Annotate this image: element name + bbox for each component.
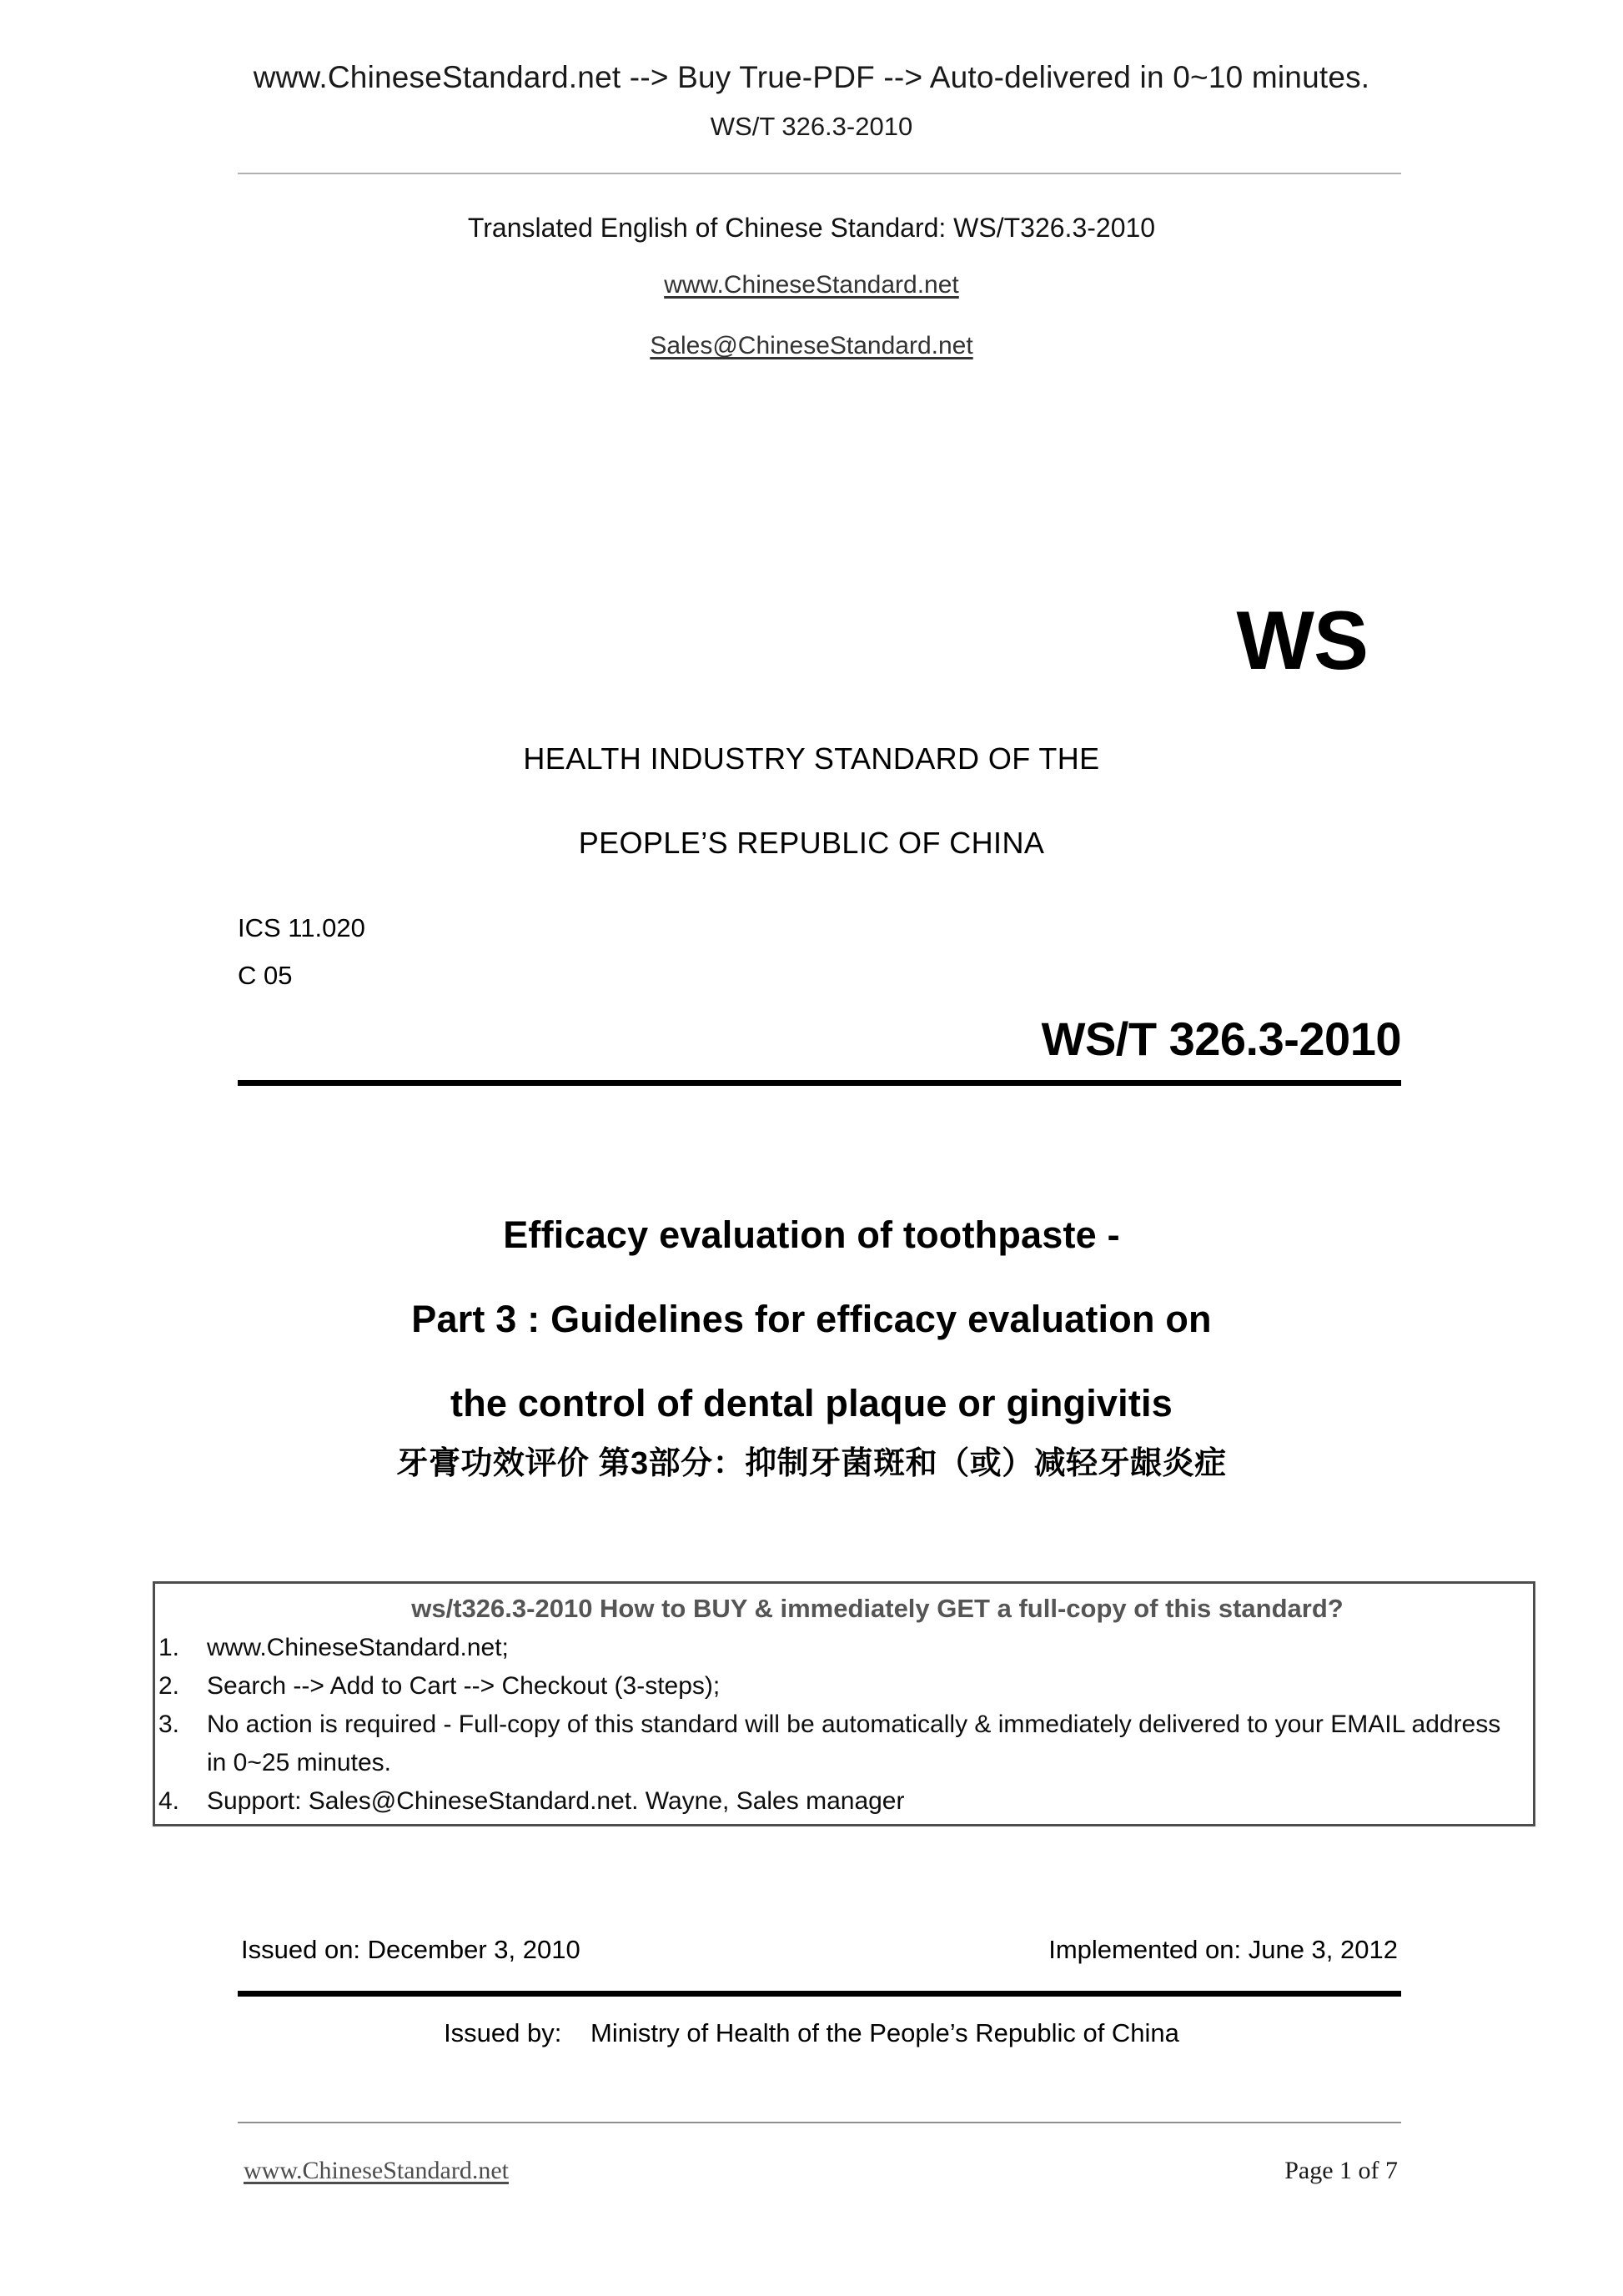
how-to-buy-heading: ws/t326.3-2010 How to BUY & immediately GET a full-copy of this standard?: [411, 1594, 1344, 1623]
dates-row: [238, 1935, 1401, 1965]
translation-website[interactable]: [0, 271, 1623, 299]
how-to-buy-steps: [155, 1629, 1533, 1821]
translation-email-link[interactable]: Sales@ChineseStandard.net: [650, 332, 973, 359]
ws-standard-mark: WS: [1236, 594, 1368, 686]
promo-banner: www.ChineseStandard.net --> Buy True-PDF --> Auto-delivered in 0~10 minutes.: [253, 60, 1370, 94]
header-document-code: WS/T 326.3-2010: [710, 112, 913, 141]
issued-by-value: Ministry of Health of the People’s Republic of China: [590, 2018, 1179, 2047]
footer-divider: [238, 2122, 1401, 2123]
list-item-number: 2.: [158, 1672, 180, 1700]
translation-email[interactable]: [0, 332, 1623, 360]
footer-page-number: Page 1 of 7: [1284, 2157, 1398, 2184]
footer-website-link[interactable]: www.ChineseStandard.net: [244, 2157, 509, 2184]
how-to-buy-box: [153, 1581, 1535, 1826]
list-item: [155, 1706, 1523, 1782]
organization-line-2: PEOPLE’S REPUBLIC OF CHINA: [578, 826, 1045, 860]
list-item-text: www.ChineseStandard.net;: [207, 1634, 509, 1661]
issued-by-label: Issued by:: [444, 2018, 562, 2047]
dates-divider: [238, 1991, 1401, 1997]
translation-title: Translated English of Chinese Standard: WS/T326.3-2010: [467, 213, 1156, 243]
list-item: [155, 1667, 1523, 1706]
standard-title-english-line-2: Part 3 : Guidelines for efficacy evaluation on: [411, 1298, 1212, 1340]
header-divider: [238, 173, 1401, 174]
implemented-on-date: Implemented on: June 3, 2012: [1048, 1935, 1398, 1964]
list-item: [155, 1629, 1523, 1667]
list-item-number: 3.: [158, 1711, 180, 1738]
list-item-number: 4.: [158, 1787, 180, 1815]
ics-code: ICS 11.020: [238, 913, 365, 942]
organization-line-1: HEALTH INDUSTRY STANDARD OF THE: [523, 741, 1100, 776]
issued-by-row: [0, 2018, 1623, 2048]
list-item-text: Support: Sales@ChineseStandard.net. Wayne, Sales manager: [207, 1787, 905, 1815]
standard-title-chinese: 牙膏功效评价 第3部分：抑制牙菌斑和（或）减轻牙龈炎症: [396, 1446, 1227, 1481]
list-item-number: 1.: [158, 1634, 180, 1661]
list-item: [155, 1782, 1523, 1821]
standard-number: WS/T 326.3-2010: [1041, 1012, 1401, 1065]
issued-on-date: Issued on: December 3, 2010: [241, 1935, 580, 1964]
list-item-text: Search --> Add to Cart --> Checkout (3-steps);: [207, 1672, 721, 1700]
title-divider-top: [238, 1080, 1401, 1086]
list-item-text: No action is required - Full-copy of this standard will be automatically & immediately delivered to your EMAIL address in 0~25 minutes.: [207, 1711, 1501, 1776]
standard-title-english-line-3: the control of dental plaque or gingivitis: [450, 1382, 1173, 1424]
classification-code: C 05: [238, 961, 293, 990]
standard-title-english-line-1: Efficacy evaluation of toothpaste -: [503, 1213, 1120, 1256]
translation-website-link[interactable]: www.ChineseStandard.net: [664, 271, 959, 299]
standard-title-english: [0, 1193, 1623, 1445]
